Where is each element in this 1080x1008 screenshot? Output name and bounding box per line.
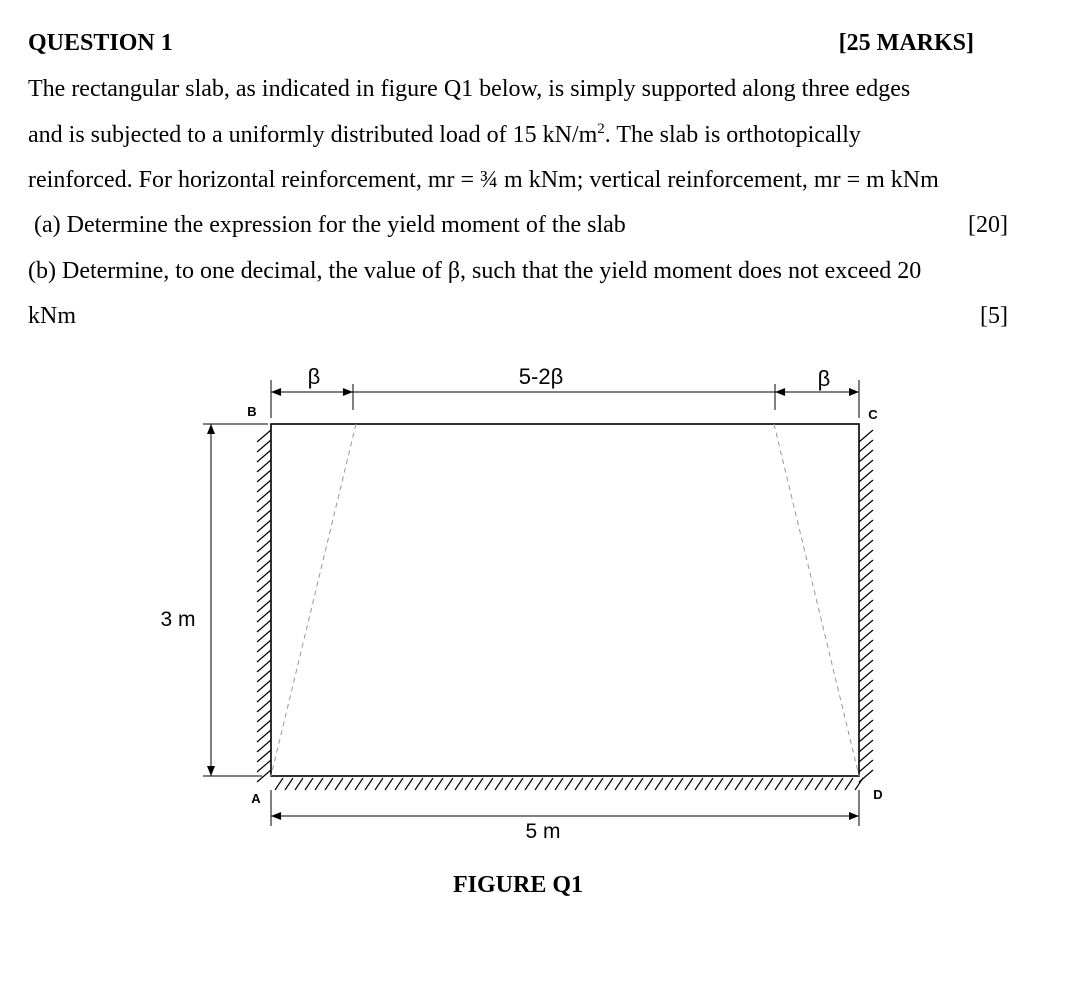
hatch-mark (375, 778, 383, 790)
hatch-mark (325, 778, 333, 790)
hatch-mark (859, 450, 873, 462)
hatch-mark (425, 778, 433, 790)
part-a-text: (a) Determine the expression for the yield moment of the slab (34, 212, 626, 238)
hatch-mark (795, 778, 803, 790)
hatch-mark (859, 690, 873, 702)
hatch-mark (859, 460, 873, 472)
hatch-mark (859, 480, 873, 492)
hatch-mark (257, 430, 271, 442)
hatch-mark (345, 778, 353, 790)
hatch-mark (595, 778, 603, 790)
hatch-mark (859, 520, 873, 532)
hatch-mark (515, 778, 523, 790)
hatch-mark (465, 778, 473, 790)
hatch-mark (635, 778, 643, 790)
hatch-mark (257, 550, 271, 562)
hatch-mark (257, 620, 271, 632)
hatch-mark (859, 550, 873, 562)
hatch-mark (859, 600, 873, 612)
hatch-mark (257, 580, 271, 592)
hatch-mark (525, 778, 533, 790)
hatch-mark (555, 778, 563, 790)
hatch-mark (285, 778, 293, 790)
hatch-mark (605, 778, 613, 790)
hatch-mark (305, 778, 313, 790)
hatch-mark (859, 710, 873, 722)
hatch-mark (859, 670, 873, 682)
hatch-mark (257, 690, 271, 702)
hatch-mark (315, 778, 323, 790)
hatch-mark (257, 740, 271, 752)
hatch-mark (585, 778, 593, 790)
hatch-mark (257, 450, 271, 462)
hatch-mark (859, 440, 873, 452)
question-title: QUESTION 1 (28, 30, 173, 56)
hatch-mark (257, 610, 271, 622)
hatch-mark (755, 778, 763, 790)
hatch-mark (495, 778, 503, 790)
part-b-marks: [5] (980, 303, 1008, 329)
corner-label-b: B (247, 404, 257, 419)
dim-label-beta-left: β (307, 364, 321, 389)
hatch-mark (859, 510, 873, 522)
hatch-mark (685, 778, 693, 790)
hatch-mark (257, 720, 271, 732)
hatch-mark (655, 778, 663, 790)
superscript-2: 2 (597, 121, 605, 137)
support-hatch-bottom (275, 778, 863, 790)
hatch-mark (475, 778, 483, 790)
hatch-mark (257, 730, 271, 742)
hatch-mark (257, 650, 271, 662)
hatch-mark (257, 480, 271, 492)
hatch-mark (565, 778, 573, 790)
hatch-mark (545, 778, 553, 790)
hatch-mark (785, 778, 793, 790)
hatch-mark (257, 530, 271, 542)
corner-label-a: A (251, 791, 261, 806)
part-b-text-line-2: kNm (28, 303, 76, 329)
hatch-mark (835, 778, 843, 790)
hatch-mark (257, 760, 271, 772)
dim-label-5-minus-2beta: 5-2β (518, 364, 564, 389)
hatch-mark (775, 778, 783, 790)
hatch-mark (859, 700, 873, 712)
hatch-mark (645, 778, 653, 790)
hatch-mark (675, 778, 683, 790)
hatch-mark (859, 560, 873, 572)
hatch-mark (859, 580, 873, 592)
hatch-mark (257, 470, 271, 482)
hatch-mark (625, 778, 633, 790)
hatch-mark (257, 510, 271, 522)
hatch-mark (815, 778, 823, 790)
dim-label-3m: 3 m (160, 608, 196, 631)
hatch-mark (859, 630, 873, 642)
hatch-mark (275, 778, 283, 790)
hatch-mark (805, 778, 813, 790)
hatch-mark (415, 778, 423, 790)
dim-label-5m: 5 m (525, 820, 561, 843)
hatch-mark (257, 680, 271, 692)
hatch-mark (257, 490, 271, 502)
part-a-marks: [20] (968, 212, 1008, 238)
hatch-mark (859, 470, 873, 482)
hatch-mark (257, 700, 271, 712)
hatch-mark (257, 750, 271, 762)
hatch-mark (859, 530, 873, 542)
question-text-line-2a: and is subjected to a uniformly distributed load of 15 kN/m (28, 122, 598, 148)
corner-label-c: C (868, 407, 878, 422)
question-text-line-3: reinforced. For horizontal reinforcement, mr = ¾ m kNm; vertical reinforcement, mr = m kNm (28, 167, 939, 193)
hatch-mark (257, 670, 271, 682)
hatch-mark (355, 778, 363, 790)
hatch-mark (455, 778, 463, 790)
hatch-mark (859, 500, 873, 512)
hatch-mark (859, 610, 873, 622)
hatch-mark (257, 630, 271, 642)
hatch-mark (257, 600, 271, 612)
hatch-mark (257, 570, 271, 582)
hatch-mark (257, 590, 271, 602)
hatch-mark (725, 778, 733, 790)
hatch-mark (257, 560, 271, 572)
hatch-mark (575, 778, 583, 790)
hatch-mark (665, 778, 673, 790)
hatch-mark (859, 590, 873, 602)
yield-line-right (774, 424, 859, 776)
hatch-mark (385, 778, 393, 790)
hatch-mark (257, 460, 271, 472)
hatch-mark (859, 750, 873, 762)
support-hatch-left (257, 430, 271, 782)
question-text-line-2b: . The slab is orthotopically (604, 122, 861, 148)
hatch-mark (695, 778, 703, 790)
corner-label-d: D (873, 787, 883, 802)
hatch-mark (257, 540, 271, 552)
hatch-mark (859, 490, 873, 502)
hatch-mark (435, 778, 443, 790)
hatch-mark (405, 778, 413, 790)
hatch-mark (505, 778, 513, 790)
hatch-mark (859, 680, 873, 692)
hatch-mark (705, 778, 713, 790)
hatch-mark (859, 650, 873, 662)
question-marks: [25 MARKS] (838, 30, 974, 56)
hatch-mark (859, 660, 873, 672)
hatch-mark (745, 778, 753, 790)
hatch-mark (859, 760, 873, 772)
hatch-mark (395, 778, 403, 790)
support-hatch-right (859, 430, 873, 782)
figure-caption: FIGURE Q1 (453, 872, 584, 898)
hatch-mark (859, 740, 873, 752)
hatch-mark (335, 778, 343, 790)
hatch-mark (257, 660, 271, 672)
hatch-mark (715, 778, 723, 790)
hatch-mark (735, 778, 743, 790)
hatch-mark (845, 778, 853, 790)
slab-outline (271, 424, 859, 776)
hatch-mark (859, 720, 873, 732)
hatch-mark (295, 778, 303, 790)
hatch-mark (855, 778, 863, 790)
hatch-mark (257, 500, 271, 512)
hatch-mark (859, 540, 873, 552)
hatch-mark (257, 710, 271, 722)
part-b-text-line-1: (b) Determine, to one decimal, the value of β, such that the yield moment does not exceed 20 (28, 258, 922, 284)
hatch-mark (859, 620, 873, 632)
dim-label-beta-right: β (817, 366, 831, 391)
hatch-mark (615, 778, 623, 790)
hatch-mark (765, 778, 773, 790)
hatch-mark (859, 640, 873, 652)
hatch-mark (825, 778, 833, 790)
hatch-mark (859, 730, 873, 742)
hatch-mark (445, 778, 453, 790)
hatch-mark (535, 778, 543, 790)
yield-line-left (271, 424, 356, 776)
hatch-mark (257, 440, 271, 452)
hatch-mark (859, 430, 873, 442)
hatch-mark (485, 778, 493, 790)
question-text-line-1: The rectangular slab, as indicated in figure Q1 below, is simply supported along three edges (28, 76, 911, 102)
hatch-mark (365, 778, 373, 790)
hatch-mark (257, 640, 271, 652)
hatch-mark (257, 520, 271, 532)
hatch-mark (859, 570, 873, 582)
